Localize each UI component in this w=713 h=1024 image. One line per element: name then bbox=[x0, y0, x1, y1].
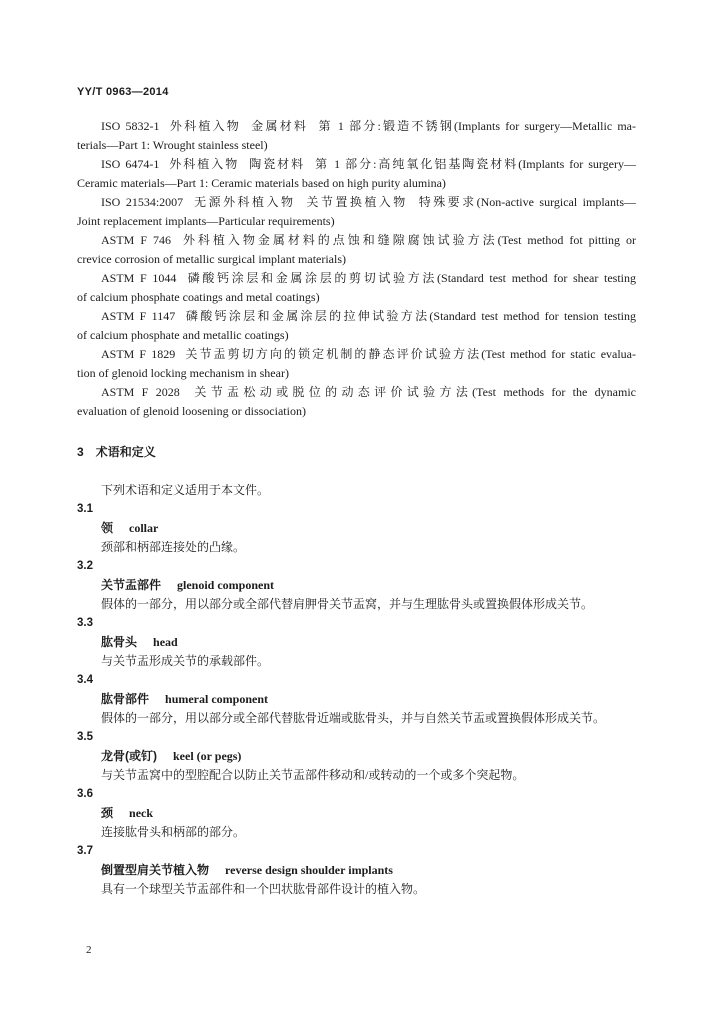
term-name-zh: 领 bbox=[101, 521, 114, 535]
term-number: 3.3 bbox=[77, 617, 93, 629]
document-code: YY/T 0963—2014 bbox=[77, 86, 169, 98]
term-entry bbox=[77, 842, 636, 899]
reference-line: evaluation of glenoid loosening or dissociation) bbox=[77, 404, 306, 418]
term-definition: 与关节盂窝中的型腔配合以防止关节盂部件移动和/或转动的一个或多个突起物。 bbox=[101, 768, 525, 782]
term-name-zh: 颈 bbox=[101, 806, 114, 820]
term-name-zh: 肱骨部件 bbox=[101, 692, 150, 706]
reference-entry bbox=[77, 231, 636, 269]
page-number: 2 bbox=[86, 944, 92, 956]
term-number: 3.1 bbox=[77, 503, 93, 515]
terms-list bbox=[77, 500, 636, 899]
term-definition: 假体的一部分，用以部分或全部代替肱骨近端或肱骨头，并与自然关节盂或置换假体形成关节。 bbox=[101, 711, 606, 725]
reference-entry bbox=[77, 345, 636, 383]
term-name-en: humeral component bbox=[165, 692, 269, 706]
term-entry bbox=[77, 785, 636, 842]
reference-line: ASTM F 1147 磷酸钙涂层和金属涂层的拉伸试验方法(Standard test method for tension testing bbox=[101, 309, 636, 323]
normative-references-list bbox=[77, 117, 636, 421]
term-name-en: head bbox=[153, 635, 178, 649]
term-entry bbox=[77, 671, 636, 728]
term-number: 3.4 bbox=[77, 674, 93, 686]
reference-line: ASTM F 1044 磷酸钙涂层和金属涂层的剪切试验方法(Standard test method for shear testing bbox=[101, 271, 636, 285]
reference-entry bbox=[77, 383, 636, 421]
term-entry bbox=[77, 500, 636, 557]
term-name-en: reverse design shoulder implants bbox=[225, 863, 393, 877]
term-name bbox=[77, 519, 636, 538]
term-entry bbox=[77, 557, 636, 614]
reference-line: ISO 5832-1 外科植入物 金属材料 第 1 部分:锻造不锈钢(Implants for surgery—Metallic ma- bbox=[101, 119, 636, 133]
section-heading bbox=[77, 443, 156, 462]
reference-line: of calcium phosphate coatings and metal coatings) bbox=[77, 290, 320, 304]
reference-line: Ceramic materials—Part 1: Ceramic materials based on high purity alumina) bbox=[77, 176, 446, 190]
term-number: 3.2 bbox=[77, 560, 93, 572]
term-name-en: collar bbox=[129, 521, 159, 535]
term-name-zh: 关节盂部件 bbox=[101, 578, 162, 592]
reference-entry bbox=[77, 269, 636, 307]
term-definition: 连接肱骨头和柄部的部分。 bbox=[101, 825, 246, 839]
reference-line: tion of glenoid locking mechanism in shear) bbox=[77, 366, 289, 380]
term-name-en: neck bbox=[129, 806, 154, 820]
term-number: 3.6 bbox=[77, 788, 93, 800]
term-number: 3.5 bbox=[77, 731, 93, 743]
term-definition: 假体的一部分，用以部分或全部代替肩胛骨关节盂窝，并与生理肱骨头或置换假体形成关节。 bbox=[101, 597, 594, 611]
section-intro: 下列术语和定义适用于本文件。 bbox=[101, 483, 270, 497]
term-name bbox=[77, 747, 636, 766]
section-title: 术语和定义 bbox=[95, 445, 156, 459]
reference-line: ASTM F 746 外科植入物金属材料的点蚀和缝隙腐蚀试验方法(Test method fot pitting or bbox=[101, 233, 636, 247]
reference-line: ASTM F 1829 关节盂剪切方向的锁定机制的静态评价试验方法(Test method for static evalua- bbox=[101, 347, 636, 361]
term-name bbox=[77, 633, 636, 652]
term-definition: 颈部和柄部连接处的凸缘。 bbox=[101, 540, 246, 554]
term-name bbox=[77, 576, 636, 595]
reference-line: of calcium phosphate and metallic coatings) bbox=[77, 328, 289, 342]
term-name-en: glenoid component bbox=[177, 578, 275, 592]
term-name-zh: 倒置型肩关节植入物 bbox=[101, 863, 210, 877]
reference-entry bbox=[77, 307, 636, 345]
term-name-zh: 肱骨头 bbox=[101, 635, 138, 649]
reference-entry bbox=[77, 155, 636, 193]
term-name-en: keel (or pegs) bbox=[173, 749, 242, 763]
term-name bbox=[77, 804, 636, 823]
reference-entry bbox=[77, 117, 636, 155]
section-number: 3 bbox=[77, 445, 84, 459]
reference-line: ISO 6474-1 外科植入物 陶瓷材料 第 1 部分:高纯氧化铝基陶瓷材料(Implants for surgery— bbox=[101, 157, 636, 171]
term-number: 3.7 bbox=[77, 845, 93, 857]
term-entry bbox=[77, 728, 636, 785]
reference-line: ASTM F 2028 关节盂松动或脱位的动态评价试验方法(Test methods for the dynamic bbox=[101, 385, 636, 399]
term-definition: 与关节盂形成关节的承载部件。 bbox=[101, 654, 270, 668]
term-entry bbox=[77, 614, 636, 671]
reference-entry bbox=[77, 193, 636, 231]
reference-line: terials—Part 1: Wrought stainless steel) bbox=[77, 138, 268, 152]
term-name bbox=[77, 861, 636, 880]
reference-line: Joint replacement implants—Particular requirements) bbox=[77, 214, 335, 228]
term-name bbox=[77, 690, 636, 709]
reference-line: crevice corrosion of metallic surgical implant materials) bbox=[77, 252, 347, 266]
term-name-zh: 龙骨(或钉) bbox=[101, 749, 157, 763]
term-definition: 具有一个球型关节盂部件和一个凹状肱骨部件设计的植入物。 bbox=[101, 882, 426, 896]
reference-line: ISO 21534:2007 无源外科植入物 关节置换植入物 特殊要求(Non-active surgical implants— bbox=[101, 195, 636, 209]
